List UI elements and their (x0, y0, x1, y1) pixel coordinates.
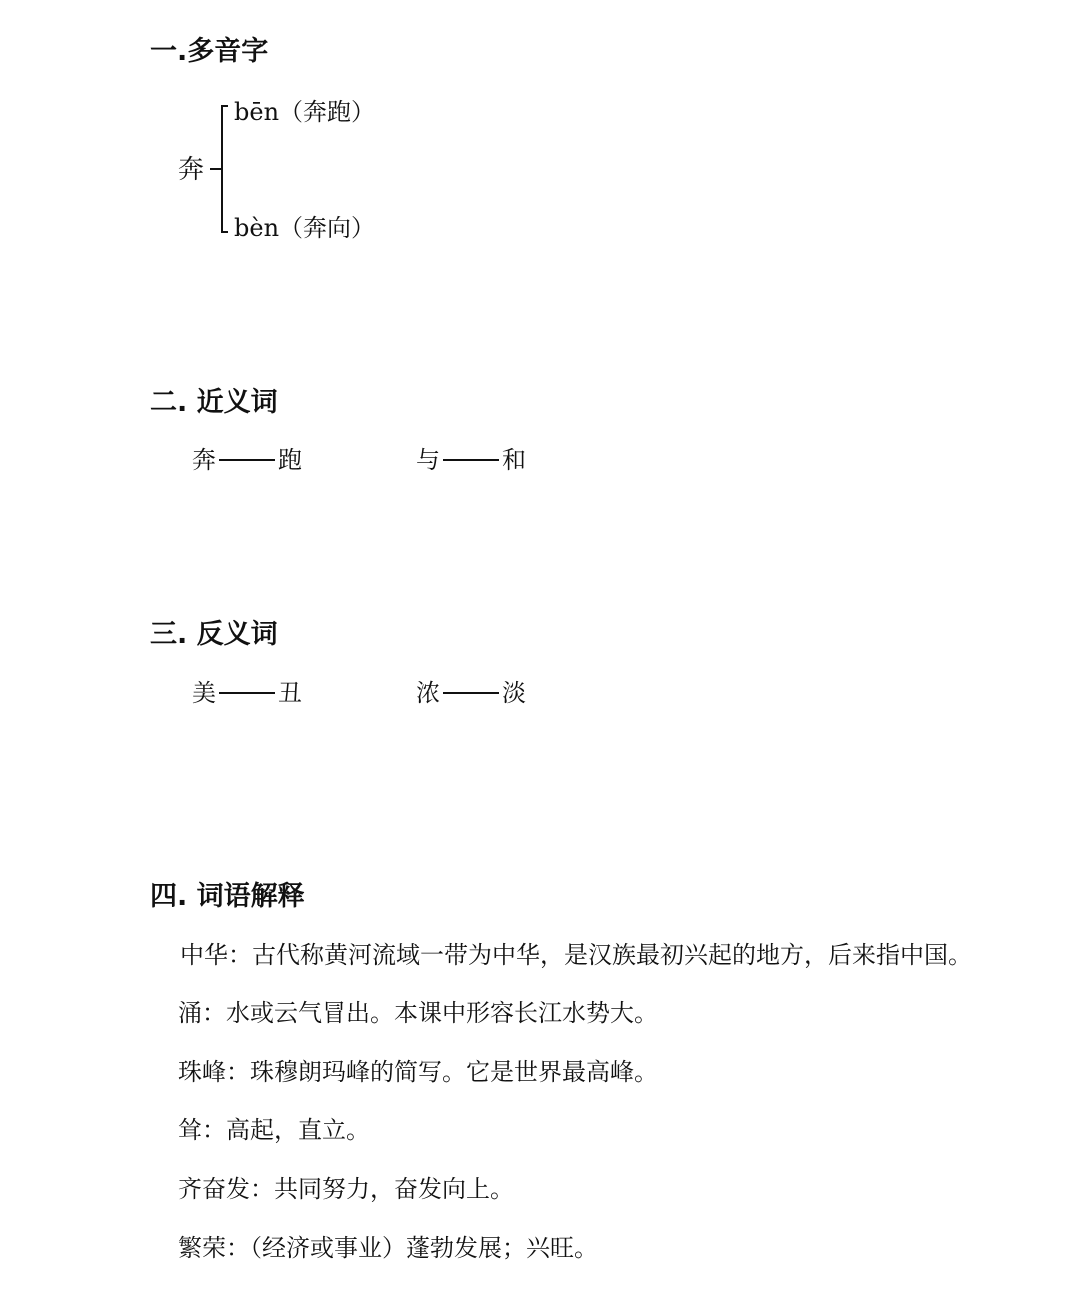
dash-connector (219, 459, 275, 461)
polyphone-reading-1 (234, 97, 375, 127)
term: 齐奋发 (178, 1175, 250, 1203)
word-b: 淡 (502, 679, 526, 707)
term: 耸 (178, 1116, 202, 1144)
definition-item (178, 1233, 598, 1263)
synonym-pair (416, 445, 526, 475)
example-word: （奔跑） (279, 98, 376, 126)
term: 中华 (180, 941, 228, 969)
pinyin: bēn (234, 98, 280, 126)
separator: ： (202, 999, 226, 1027)
separator: ： (250, 1175, 274, 1203)
word-a: 浓 (416, 679, 440, 707)
definition-text: 水或云气冒出。本课中形容长江水势大。 (226, 999, 658, 1027)
word-b: 跑 (278, 446, 302, 474)
pinyin: bèn (234, 214, 280, 242)
brace-bracket (204, 104, 236, 234)
definition-text: 古代称黄河流域一带为中华，是汉族最初兴起的地方，后来指中国。 (252, 941, 972, 969)
separator: ： (202, 1116, 226, 1144)
polyphone-character: 奔 (178, 155, 205, 185)
definition-item (178, 998, 658, 1028)
dash-connector (443, 459, 499, 461)
definition-item (178, 1174, 514, 1204)
separator: ： (228, 941, 252, 969)
word-a: 美 (192, 679, 216, 707)
term: 珠峰 (178, 1058, 226, 1086)
word-a: 与 (416, 446, 440, 474)
definition-item (180, 940, 972, 970)
definition-item (178, 1057, 658, 1087)
definition-text: 高起，直立。 (226, 1116, 370, 1144)
example-word: （奔向） (279, 214, 376, 242)
definition-text: 珠穆朗玛峰的简写。它是世界最高峰。 (250, 1058, 658, 1086)
section-title-antonyms: 三. 反义词 (150, 619, 278, 650)
definition-item (178, 1115, 370, 1145)
section-title-polyphones: 一.多音字 (150, 36, 269, 67)
word-b: 和 (502, 446, 526, 474)
definition-text: （经济或事业）蓬勃发展；兴旺。 (250, 1234, 598, 1262)
polyphone-reading-2 (234, 213, 375, 243)
antonym-pair (416, 678, 526, 708)
word-a: 奔 (192, 446, 216, 474)
word-b: 丑 (278, 679, 302, 707)
term: 涌 (178, 999, 202, 1027)
section-title-synonyms: 二. 近义词 (150, 387, 278, 418)
dash-connector (443, 692, 499, 694)
section-title-definitions: 四. 词语解释 (150, 881, 305, 912)
term: 繁荣 (178, 1234, 226, 1262)
separator: ： (226, 1058, 250, 1086)
synonym-pair (192, 445, 302, 475)
antonym-pair (192, 678, 302, 708)
separator: ： (226, 1234, 250, 1262)
dash-connector (219, 692, 275, 694)
definition-text: 共同努力，奋发向上。 (274, 1175, 514, 1203)
